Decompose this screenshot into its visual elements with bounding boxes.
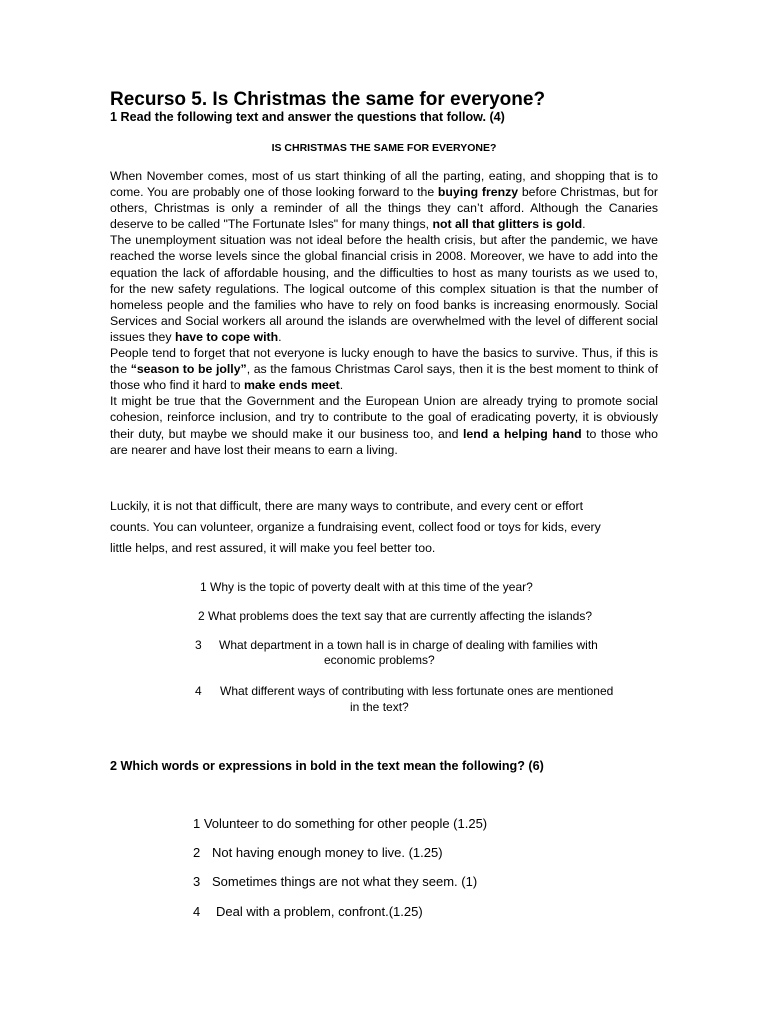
instruction-vocabulary: 2 Which words or expressions in bold in the text mean the following? (6) [110, 759, 544, 773]
paragraph-3 [110, 345, 658, 393]
page-title: Recurso 5. Is Christmas the same for everyone? [110, 89, 546, 110]
paragraph-1 [110, 168, 658, 232]
definition-3-text: Sometimes things are not what they seem. (1) [212, 874, 478, 889]
paragraph-2 [110, 232, 658, 345]
bold-expression-glitters: not all that glitters is gold [432, 217, 583, 232]
definition-3 [193, 874, 477, 889]
definition-4-number: 4 [193, 904, 201, 919]
question-3-line-2: economic problems? [324, 653, 435, 667]
closing-line: little helps, and rest assured, it will make you feel better too. [110, 541, 436, 555]
definition-1: 1 Volunteer to do something for other people (1.25) [193, 816, 488, 831]
paragraph-3-part-d: . [339, 378, 344, 393]
question-4 [195, 684, 613, 700]
closing-line: Luckily, it is not that difficult, there are many ways to contribute, and every cent or effort [110, 499, 583, 513]
bold-expression-ends-meet: make ends meet [243, 378, 340, 393]
reading-text [110, 168, 658, 458]
question-4-number: 4 [195, 684, 202, 698]
paragraph-4 [110, 393, 658, 457]
paragraph-2-part-a: The unemployment situation was not ideal before the health crisis, but after the pandemic, we have reached the worse levels since the global financial crisis in 2008. Moreover, we have to add into the equation the lack of affordable housing, and the difficulties to host as many tourists as we used to, for the new safety regulations. The logical outcome of this complex situation is that the number of homeless people and the families who have to rely on food banks is increasing enormously. Social Services and Social workers all around the islands are overwhelmed with the level of different social issues they [110, 233, 658, 344]
text-heading: IS CHRISTMAS THE SAME FOR EVERYONE? [271, 142, 497, 154]
closing-paragraph [110, 496, 658, 559]
paragraph-1-part-c: before Christmas, but for others, Christmas is only a reminder of all the things they can’t afford. Although the Canaries deserve to be called "The Fortunate Isles" for many things, [110, 185, 658, 232]
question-4-line-1: What different ways of contributing with less fortunate ones are mentioned [220, 684, 614, 698]
definition-3-number: 3 [193, 874, 201, 889]
bold-expression-helping-hand: lend a helping hand [462, 426, 582, 441]
bold-expression-cope-with: have to cope with [174, 329, 279, 344]
paragraph-4-part-c: to those who are nearer and have lost their means to earn a living. [110, 426, 658, 457]
question-3 [195, 638, 598, 654]
question-2: 2 What problems does the text say that are currently affecting the islands? [198, 609, 592, 623]
question-1: 1 Why is the topic of poverty dealt with at this time of the year? [200, 580, 533, 594]
question-4-line-2: in the text? [350, 700, 409, 714]
question-3-number: 3 [195, 638, 202, 652]
bold-expression-season-jolly: “season to be jolly” [130, 362, 247, 377]
paragraph-2-part-c: . [278, 329, 282, 344]
paragraph-3-part-c: , as the famous Christmas Carol says, then it is the best moment to think of those who find it hard to [110, 362, 658, 393]
definition-2-text: Not having enough money to live. (1.25) [212, 845, 443, 860]
paragraph-1-part-d: . [582, 217, 586, 232]
question-3-line-1: What department in a town hall is in charge of dealing with families with [219, 638, 598, 652]
bold-expression-buying-frenzy: buying frenzy [437, 185, 519, 200]
definition-4 [193, 904, 423, 919]
paragraph-4-part-a: It might be true that the Government and the European Union are already trying to promote social cohesion, reinforce inclusion, and try to contribute to the goal of eradicating poverty, it is obviously their duty, but maybe we should make it our business too, and [110, 394, 658, 441]
definition-2 [193, 845, 443, 860]
definition-2-number: 2 [193, 845, 201, 860]
instruction-reading: 1 Read the following text and answer the questions that follow. (4) [110, 110, 505, 124]
closing-line: counts. You can volunteer, organize a fundraising event, collect food or toys for kids, every [110, 520, 601, 534]
paragraph-3-part-a: People tend to forget that not everyone is lucky enough to have the basics to survive. Thus, if this is the [110, 346, 658, 377]
definition-4-text: Deal with a problem, confront.(1.25) [216, 904, 423, 919]
paragraph-1-part-a: When November comes, most of us start thinking of all the parting, eating, and shopping that is to come. You are probably one of those looking forward to the [110, 169, 658, 200]
